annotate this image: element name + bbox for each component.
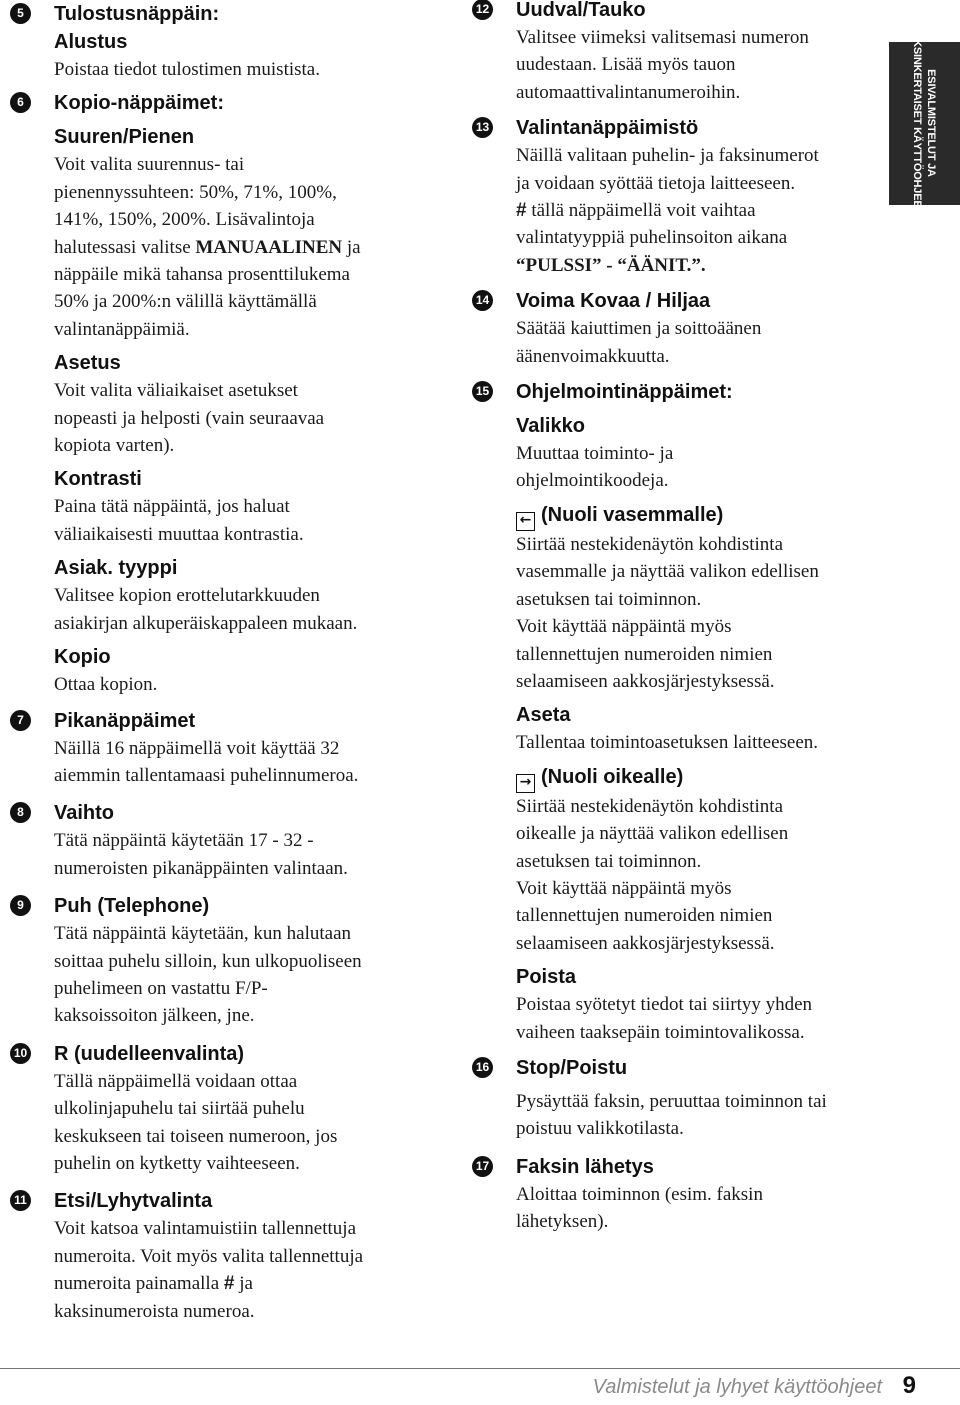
item-title: Ohjelmointinäppäimet:: [516, 381, 733, 404]
item-number-17: 17: [472, 1156, 493, 1177]
subsection-title: → (Nuoli oikealle): [516, 763, 882, 793]
item-text: Aloittaa toiminnon (esim. faksin lähetyksen).: [516, 1183, 763, 1233]
subsection-text: Paina tätä näppäintä, jos haluat väliaikaisesti muuttaa kontrastia.: [54, 496, 304, 545]
item-number-6: 6: [10, 92, 31, 113]
item-number-13: 13: [472, 117, 493, 138]
item-text: Voit katsoa valintamuistiin tallennettuja numeroita. Voit myös valita tallennettuja numeroita painamalla # ja kaksinumeroista numeroa.: [54, 1218, 364, 1322]
subsection-title: Poista: [516, 966, 577, 989]
arrow-right-icon: →: [516, 774, 535, 793]
item-text: Näillä 16 näppäimellä voit käyttää 32 aiemmin tallentamaasi puhelinnumeroa.: [54, 737, 359, 786]
item-title: Puh (Telephone): [54, 895, 210, 918]
item-number-8: 8: [10, 802, 31, 823]
item-10: [10, 1040, 430, 1178]
subsection-title: Suuren/Pienen: [54, 126, 195, 149]
subsection-title: Asiak. tyyppi: [54, 557, 178, 580]
item-text: Säätää kaiuttimen ja soittoäänen äänenvoimakkuutta.: [516, 318, 762, 367]
item-title: Valintanäppäimistö: [516, 117, 699, 140]
subsection-text: Muuttaa toiminto- ja ohjelmointikoodeja.: [516, 443, 674, 492]
subsection-title: Valikko: [516, 415, 585, 438]
item-title: R (uudelleenvalinta): [54, 1042, 245, 1065]
item-17: [472, 1153, 882, 1236]
side-tab-text: ESIVALMISTELUT JA YKSINKERTAISET KÄYTTÖOHJEET: [911, 31, 937, 215]
item-number-11: 11: [10, 1190, 31, 1211]
item-title: Voima Kovaa / Hiljaa: [516, 290, 711, 313]
section-side-tab: [889, 31, 960, 215]
subsection-text: Poistaa syötetyt tiedot tai siirtyy yhden vaiheen taaksepäin toimintovalikossa.: [516, 994, 813, 1043]
item-title: Uudval/Tauko: [516, 0, 646, 21]
item-number-7: 7: [10, 710, 31, 731]
item-11: [10, 1187, 430, 1325]
subsection-title: ← (Nuoli vasemmalle): [516, 501, 882, 531]
item-number-12: 12: [472, 0, 493, 20]
item-title: Tulostusnäppäin:: [54, 3, 220, 25]
item-13: [472, 114, 882, 279]
item-9: [10, 892, 430, 1030]
subsection-text: Voit valita suurennus- tai pienennyssuhteen: 50%, 71%, 100%, 141%, 150%, 200%. Lisävalintoja halutessasi valitse MANUAALINEN ja näppäile mikä tahansa prosenttilukema 50% ja 200%:n välillä käyttämällä valintanäppäimiä.: [54, 154, 361, 340]
subsection-title: Kontrasti: [54, 468, 142, 491]
item-15: [472, 378, 882, 1046]
subsection-text: Poistaa tiedot tulostimen muistista.: [54, 59, 320, 80]
footer-title: Valmistelut ja lyhyet käyttöohjeet: [592, 1376, 882, 1398]
item-5: [10, 0, 430, 83]
item-16: [472, 1054, 882, 1143]
item-number-14: 14: [472, 290, 493, 311]
item-12: [472, 0, 882, 106]
item-title: Pikanäppäimet: [54, 709, 196, 732]
subsection-text: Voit valita väliaikaiset asetukset nopeasti ja helposti (vain seuraavaa kopiota varten).: [54, 380, 325, 457]
item-title: Faksin lähetys: [516, 1155, 654, 1178]
item-number-15: 15: [472, 381, 493, 402]
item-text: Tällä näppäimellä voidaan ottaa ulkolinjapuhelu tai siirtää puhelu keskukseen tai toiseen numeroon, jos puhelin on kytketty vaihteeseen.: [54, 1070, 338, 1174]
item-title: Kopio-näppäimet:: [54, 92, 224, 115]
item-text: Tätä näppäintä käytetään, kun halutaan soittaa puhelu silloin, kun ulkopuoliseen puhelimeen on vastattu F/P- kaksoissoiton jälkeen, jne.: [54, 923, 362, 1027]
item-title: Vaihto: [54, 802, 115, 825]
item-number-5: 5: [10, 3, 31, 24]
item-6: [10, 89, 430, 698]
item-number-16: 16: [472, 1057, 493, 1078]
item-text: Valitsee viimeksi valitsemasi numeron uudestaan. Lisää myös tauon automaattivalintanumeroihin.: [516, 27, 809, 103]
item-7: [10, 707, 430, 790]
item-14: [472, 287, 882, 370]
subsection-text: Siirtää nestekidenäytön kohdistinta vasemmalle ja näyttää valikon edellisen asetuksen tai toiminnon. Voit käyttää näppäintä myös tallennettujen numeroiden nimien selaamiseen aakkosjärjestyksessä.: [516, 533, 819, 692]
arrow-left-icon: ←: [516, 512, 535, 531]
subsection-title: Kopio: [54, 646, 111, 669]
item-8: [10, 799, 430, 882]
right-column: [472, 0, 882, 1236]
subsection-text: Ottaa kopion.: [54, 674, 158, 696]
subsection-text: Siirtää nestekidenäytön kohdistinta oikealle ja näyttää valikon edellisen asetuksen tai toiminnon. Voit käyttää näppäintä myös tallennettujen numeroiden nimien selaamiseen aakkosjärjestyksessä.: [516, 795, 789, 954]
item-title: Etsi/Lyhytvalinta: [54, 1190, 213, 1213]
item-number-9: 9: [10, 895, 31, 916]
item-number-10: 10: [10, 1043, 31, 1064]
page-number: 9: [902, 1372, 916, 1399]
item-text: Näillä valitaan puhelin- ja faksinumerot ja voidaan syöttää tietoja laitteeseen. # tällä näppäimellä voit vaihtaa valintatyyppiä puhelinsoiton aikana “PULSSI” - “ÄÄNIT.”.: [516, 145, 819, 276]
item-title: Stop/Poistu: [516, 1056, 628, 1079]
item-text: Pysäyttää faksin, peruuttaa toiminnon tai poistuu valikkotilasta.: [516, 1090, 827, 1140]
subsection-title: Aseta: [516, 704, 571, 727]
subsection-text: Tallentaa toimintoasetuksen laitteeseen.: [516, 732, 819, 754]
subsection-text: Valitsee kopion erottelutarkkuuden asiakirjan alkuperäiskappaleen mukaan.: [54, 585, 358, 634]
item-text: Tätä näppäintä käytetään 17 - 32 - numeroisten pikanäppäinten valintaan.: [54, 830, 348, 879]
subsection-title: Alustus: [54, 31, 128, 53]
subsection-title: Asetus: [54, 352, 121, 375]
footer-divider: [0, 1368, 960, 1369]
left-column: [10, 0, 430, 1325]
